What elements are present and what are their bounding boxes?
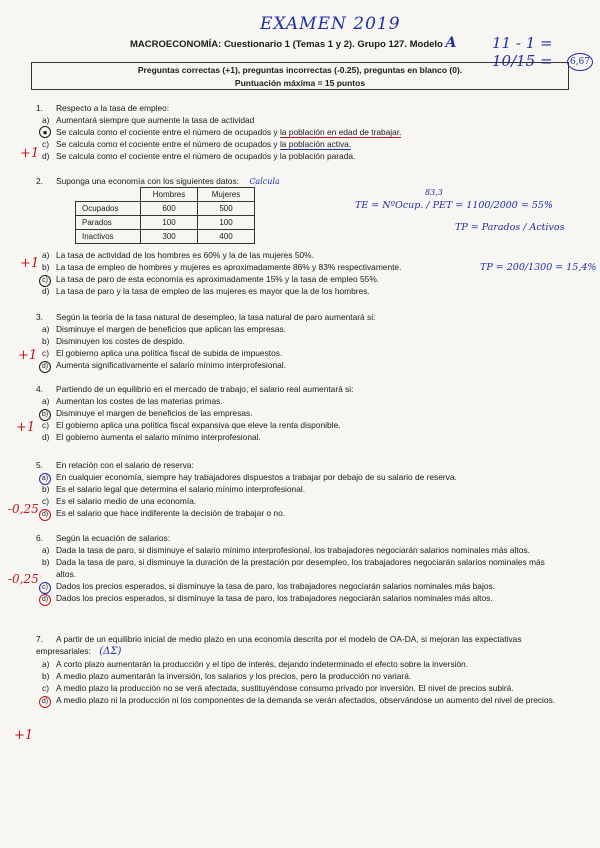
option-letter: d) [42,432,50,442]
option-letter: b) [42,262,50,272]
option-text: Se calcula como el cociente entre el número de ocupados y la población parada. [56,151,356,161]
q3-grade-mark: +1 [18,348,38,363]
table-corner [76,188,141,202]
table-row [76,216,255,230]
question-number: 2. [36,176,43,186]
option-text: Disminuye el margen de beneficios que aplican las empresas. [56,324,286,334]
option-letter: a) [42,324,50,334]
question-stem: Según la teoría de la tasa natural de desempleo, la tasa natural de paro aumentará si: [56,312,376,322]
header-details: : Cuestionario 1 (Temas 1 y 2). Grupo 127. Modelo [218,39,443,50]
option-text: La tasa de empleo de hombres y mujeres es aproximadamente 86% y 83% respectivamente. [56,262,402,272]
option-text: Dada la tasa de paro, si disminuye la duración de la prestación por desempleo, los trabajadores negociarán salarios nominales más altos. [56,557,545,579]
option-text: Aumenta significativamente el salario mínimo interprofesional. [56,360,286,370]
option-a[interactable] [36,323,566,335]
circled-answer-mark: d) [39,361,51,373]
scoring-box [31,62,569,90]
circled-answer-mark: ● [39,126,51,138]
handwritten-formula-top: 83,3 [425,188,443,197]
circled-answer-mark: b) [39,409,51,421]
q5-grade-mark: -0,25 [8,502,39,516]
option-text: A corto plazo aumentarán la producción y el tipo de interés, dejando indeterminado el efecto sobre la inversión. [56,659,469,669]
option-letter: b) [42,557,50,567]
q2-grade-mark: +1 [20,256,40,271]
question-stem: En relación con el salario de reserva: [56,460,194,470]
table-header: Mujeres [198,188,255,202]
table-header: Hombres [141,188,198,202]
option-letter [42,359,51,373]
option-d[interactable] [36,431,566,443]
option-c[interactable] [36,682,566,694]
handwritten-final-grade: 6,67 [567,53,593,71]
option-letter: a) [42,545,50,555]
question-stem: A partir de un equilibrio inicial de medio plazo en una economía descrita por el modelo de OA-DA, si mejoran las expectativas empresariales: [36,634,522,656]
question-1 [36,102,566,162]
option-letter: c) [42,496,49,506]
handwritten-score: 11 - 1 = 10/15 = [492,34,553,70]
option-text: Dada la tasa de paro, si disminuye el salario mínimo interprofesional, los trabajadores negociarán salarios nominales más altos. [56,545,530,555]
table-cell: 300 [141,230,198,244]
table-cell: 100 [198,216,255,230]
table-cell: Ocupados [76,202,141,216]
question-stem: Según la ecuación de salarios: [56,533,171,543]
option-d[interactable] [36,285,566,297]
option-b[interactable] [36,126,566,138]
course-name: MACROECONOMÍA [130,39,219,50]
option-letter [42,126,51,138]
table-header-row [76,188,255,202]
option-letter: d) [42,151,50,161]
underlined-text: la población activa. [279,139,352,149]
option-text: La tasa de paro de esta economía es aproximadamente 15% y la tasa de empleo 55%. [56,274,380,284]
circled-answer-mark: c) [39,275,51,287]
option-c[interactable] [36,419,566,431]
circled-answer-mark: a) [39,473,51,485]
q6-grade-mark: -0,25 [8,572,39,586]
option-letter: b) [42,336,50,346]
option-text: A medio plazo ni la producción ni los componentes de la demanda se verán afectados, observándose un aumento del nivel de precios. [56,695,556,705]
option-letter: b) [42,484,50,494]
option-text: La tasa de actividad de los hombres es 60% y la de las mujeres 50%. [56,250,314,260]
option-text: Disminuye el margen de beneficios de las empresas. [56,408,253,418]
option-c[interactable] [36,495,566,507]
option-a[interactable] [36,249,566,261]
option-text: Es el salario legal que determina el salario mínimo interprofesional. [56,484,306,494]
exam-header [130,35,456,51]
question-number: 6. [36,533,43,543]
option-d[interactable] [36,507,566,519]
option-letter: b) [42,671,50,681]
option-text: El gobierno aplica una política fiscal de subida de impuestos. [56,348,283,358]
handwritten-title: EXAMEN 2019 [260,14,401,34]
option-letter: a) [42,115,50,125]
option-c[interactable] [36,580,566,592]
option-text: La tasa de paro y la tasa de empleo de las mujeres es mayor que la de los hombres. [56,286,370,296]
option-c[interactable] [36,273,566,285]
option-d[interactable] [36,359,566,371]
table-cell: 100 [141,216,198,230]
option-d[interactable] [36,694,566,706]
option-text: A medio plazo la producción no se verá afectada, sustituyéndose consumo privado por inversión. El nivel de precios subirá. [56,683,514,693]
handwritten-formula-te: TE = NºOcup. / PET = 1100/2000 = 55% [355,200,553,211]
option-b[interactable] [36,556,566,580]
option-text: Disminuyen los costes de despido. [56,336,185,346]
question-4 [36,383,566,443]
option-b[interactable] [36,335,566,347]
handwritten-formula-tp: TP = Parados / Activos [455,222,565,233]
option-text: Es el salario medio de una economía. [56,496,197,506]
question-5 [36,459,566,519]
handwritten-formula-result: TP = 200/1300 = 15,4% [480,262,597,273]
handwritten-note: Calcula [249,177,280,186]
modelo-handwritten: A [445,35,457,51]
q7-grade-mark: +1 [14,728,34,743]
option-letter: c) [42,139,49,149]
table-row [76,230,255,244]
option-letter [42,507,51,521]
option-letter [42,694,51,708]
circled-answer-mark: d) [39,594,51,606]
question-number: 3. [36,312,43,322]
option-b[interactable] [36,261,566,273]
option-text: En cualquier economía, siempre hay trabajadores dispuestos a trabajar por debajo de su salario de reserva. [56,472,457,482]
option-d[interactable] [36,150,566,162]
table-row [76,202,255,216]
underlined-text: la población en edad de trabajar. [279,127,402,137]
option-a[interactable] [36,395,566,407]
option-b[interactable] [36,670,566,682]
table-cell: Parados [76,216,141,230]
option-letter: a) [42,659,50,669]
table-cell: 400 [198,230,255,244]
employment-table [75,187,255,244]
option-b[interactable] [36,483,566,495]
option-letter: c) [42,348,49,358]
table-cell: 600 [141,202,198,216]
option-letter: c) [42,683,49,693]
option-letter: a) [42,250,50,260]
option-b[interactable] [36,407,566,419]
question-7 [36,633,566,706]
option-letter: c) [42,420,49,430]
option-a[interactable] [36,658,566,670]
circled-answer-mark: d) [39,509,51,521]
option-c[interactable] [36,347,566,359]
option-d[interactable] [36,592,566,604]
option-text: Se calcula como el cociente entre el número de ocupados y [56,127,280,137]
option-text: Se calcula como el cociente entre el número de ocupados y [56,139,280,149]
question-number: 7. [36,634,43,644]
option-text: Es el salario que hace indiferente la decisión de trabajar o no. [56,508,286,518]
option-a[interactable] [36,114,566,126]
option-letter [42,592,51,606]
circled-answer-mark: d) [39,696,51,708]
scoring-line-1: Preguntas correctas (+1), preguntas incorrectas (-0.25), preguntas en blanco (0). [137,65,463,75]
option-text: Aumentan los costes de las materias primas. [56,396,223,406]
question-stem: Respecto a la tasa de empleo: [56,103,170,113]
question-stem: Suponga una economía con los siguientes datos: [56,176,239,186]
option-a[interactable] [36,471,566,483]
scoring-line-2: Puntuación máxima = 15 puntos [234,78,366,88]
q1-grade-mark: +1 [20,146,40,161]
question-number: 5. [36,460,43,470]
option-c[interactable] [36,138,566,150]
table-cell: Inactivos [76,230,141,244]
q4-grade-mark: +1 [16,420,36,435]
question-number: 1. [36,103,43,113]
option-letter: d) [42,286,50,296]
question-stem: Partiendo de un equilibrio en el mercado de trabajo, el salario real aumentará si: [56,384,354,394]
handwritten-note: (ΔΣ) [99,646,122,657]
question-6 [36,532,566,604]
question-3 [36,311,566,371]
option-text: El gobierno aumenta el salario mínimo interprofesional. [56,432,261,442]
question-number: 4. [36,384,43,394]
option-text: El gobierno aplica una política fiscal expansiva que eleve la renta disponible. [56,420,341,430]
option-text: A medio plazo aumentarán la inversión, los salarios y los precios, pero la producción no variará. [56,671,412,681]
option-text: Aumentará siempre que aumente la tasa de actividad [56,115,255,125]
circled-answer-mark: c) [39,582,51,594]
option-text: Dados los precios esperados, si disminuye la tasa de paro, los trabajadores negociarán salarios nominales más altos. [56,593,493,603]
option-text: Dados los precios esperados, si disminuye la tasa de paro, los trabajadores negociarán salarios nominales más bajos. [56,581,495,591]
option-a[interactable] [36,544,566,556]
table-cell: 500 [198,202,255,216]
option-letter: a) [42,396,50,406]
question-2-options [36,249,566,297]
